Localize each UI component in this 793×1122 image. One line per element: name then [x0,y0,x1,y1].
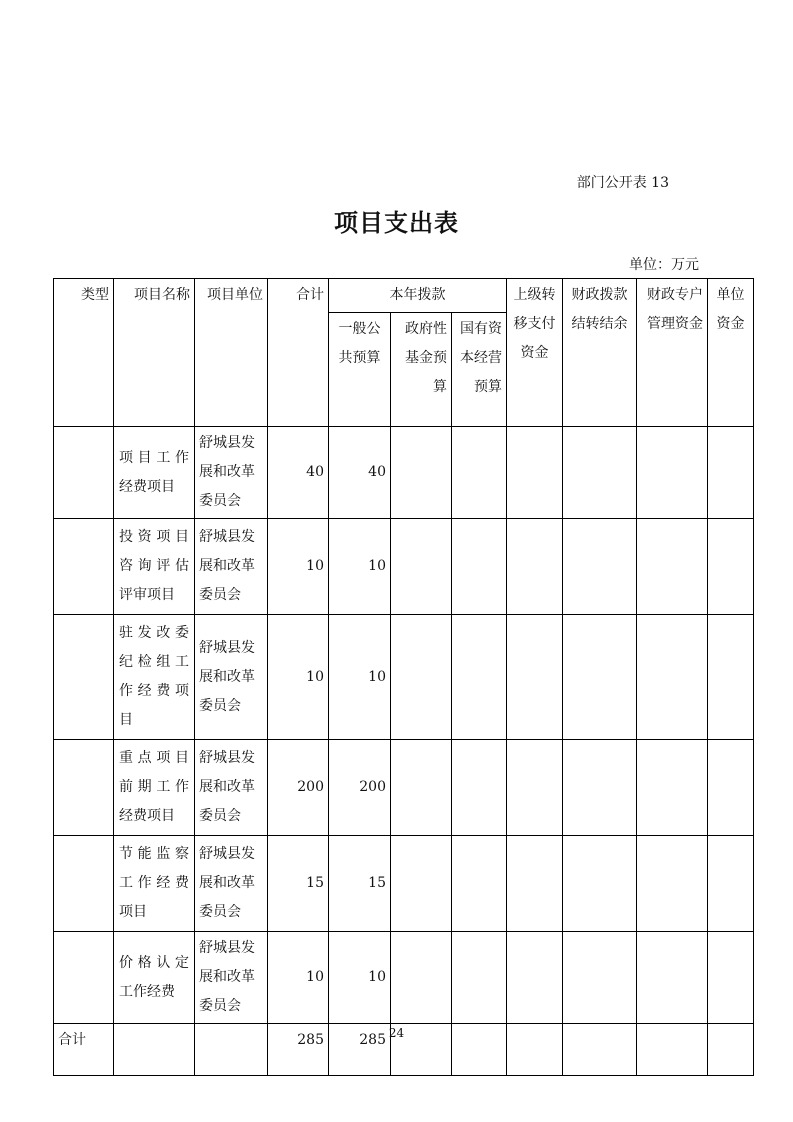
unit-funds-cell [708,836,754,932]
header-project-name: 项目名称 [114,279,195,427]
cell-line: 委员会 [199,998,241,1014]
cell-line: 委员会 [199,493,241,509]
cell-line: 经费项目 [119,478,175,495]
header-gov-fund-budget [391,313,452,427]
header-project-unit: 项目单位 [195,279,268,427]
cell-line: 项目工作 [119,449,189,466]
cell-line: 委员会 [199,808,241,824]
cell-line: 舒城县发 [199,435,255,451]
gov-fund-cell [391,427,452,519]
cell-line: 工作经费 [119,875,189,891]
project-name-cell [114,519,195,615]
transfer-cell [507,932,563,1024]
cell-line: 委员会 [199,697,241,714]
special-account-cell [637,427,708,519]
cell-line: 委员会 [199,904,241,920]
header-type: 类型 [54,279,114,427]
special-account-cell [637,836,708,932]
cell-line: 国有 [460,321,489,337]
general-budget-cell: 40 [329,427,391,519]
header-transfer-funds [507,279,563,427]
footer-total-cell: 285 [268,1024,329,1076]
cell-line: 舒城县发 [199,529,255,545]
cell-line: 咨询评估 [119,558,189,574]
gov-fund-cell [391,932,452,1024]
cell-line: 项目 [119,904,147,920]
project-name-cell [114,427,195,519]
cell-line: 支付 [527,316,556,332]
cell-line: 节能监察 [119,846,189,862]
carryover-cell [563,615,637,740]
cell-line: 财政拨款 [571,287,628,303]
header-total: 合计 [268,279,329,427]
header-special-account [637,279,708,427]
cell-line: 工作经费 [119,983,175,1000]
cell-line: 评审项目 [119,587,175,603]
special-account-cell [637,932,708,1024]
unit-funds-cell [708,615,754,740]
gov-fund-cell [391,740,452,836]
cell-line: 政府性 [405,321,447,337]
cell-line: 舒城县发 [199,846,255,862]
transfer-cell [507,427,563,519]
type-cell [54,932,114,1024]
type-cell [54,519,114,615]
cell-line: 算 [433,379,447,395]
project-expenditure-table [53,278,754,1076]
page-number: 24 [388,1026,405,1040]
gov-fund-cell [391,519,452,615]
cell-line: 舒城县发 [199,750,255,766]
general-budget-cell: 15 [329,836,391,932]
cell-line: 单位 [716,287,745,303]
cell-line: 财政专 [647,287,690,303]
carryover-cell [563,427,637,519]
special-account-cell [637,615,708,740]
cell-line: 资金 [716,316,745,332]
footer-general-cell: 285 [329,1024,391,1076]
transfer-cell [507,836,563,932]
page-title: 项目支出表 [334,208,459,237]
form-number: 部门公开表 13 [576,175,669,191]
general-budget-cell: 10 [329,519,391,615]
state-capital-cell [452,615,507,740]
state-capital-cell [452,427,507,519]
state-capital-cell [452,519,507,615]
cell-line: 预算 [474,379,503,395]
cell-line: 舒城县发 [199,639,255,656]
carryover-cell [563,932,637,1024]
unit-label: 单位：万元 [629,257,699,273]
transfer-cell [507,740,563,836]
carryover-cell [563,740,637,836]
project-unit-cell [195,427,268,519]
gov-fund-cell [391,836,452,932]
cell-line: 户管理 [647,287,704,332]
cell-line: 经费项目 [119,808,175,824]
cell-line: 一般公 [338,321,381,337]
total-cell: 10 [268,615,329,740]
cell-line: 舒城县发 [199,940,255,956]
gov-fund-cell [391,615,452,740]
cell-line: 资金 [675,316,704,332]
project-name-cell [114,932,195,1024]
type-cell [54,836,114,932]
project-unit-cell [195,519,268,615]
cell-line: 纪检组工 [119,654,189,670]
type-cell [54,615,114,740]
header-current-year: 本年拨款 [329,279,507,313]
special-account-cell [637,740,708,836]
unit-funds-cell [708,519,754,615]
unit-funds-cell [708,932,754,1024]
cell-line: 委员会 [199,587,241,603]
cell-line: 展和改革 [199,668,255,685]
total-cell: 40 [268,427,329,519]
header-general-budget [329,313,391,427]
project-name-cell [114,615,195,740]
special-account-cell [637,519,708,615]
transfer-cell [507,615,563,740]
state-capital-cell [452,932,507,1024]
project-unit-cell [195,932,268,1024]
cell-line: 价格认定 [119,954,189,971]
state-capital-cell [452,836,507,932]
header-state-capital [452,313,507,427]
cell-line: 转移 [513,287,556,332]
table-row [54,836,754,932]
cell-line: 投资项目 [119,529,189,545]
table-row [54,615,754,740]
cell-line: 上级 [513,287,542,303]
table-row [54,932,754,1024]
cell-line: 展和改革 [199,464,255,480]
cell-line: 共预算 [338,350,381,366]
cell-line: 资金 [520,345,549,361]
type-cell [54,427,114,519]
general-budget-cell: 200 [329,740,391,836]
cell-line: 展和改革 [199,779,255,795]
cell-line: 展和改革 [199,875,255,891]
cell-line: 资本 [460,321,503,366]
carryover-cell [563,519,637,615]
total-cell: 15 [268,836,329,932]
total-cell: 10 [268,519,329,615]
table-row [54,519,754,615]
unit-funds-cell [708,427,754,519]
total-cell: 10 [268,932,329,1024]
cell-line: 重点项目 [119,750,189,766]
total-cell: 200 [268,740,329,836]
cell-line: 驻发改委 [119,625,189,641]
project-name-cell [114,836,195,932]
project-unit-cell [195,615,268,740]
state-capital-cell [452,740,507,836]
header-carryover [563,279,637,427]
transfer-cell [507,519,563,615]
project-unit-cell [195,740,268,836]
cell-line: 结转结余 [571,316,628,332]
carryover-cell [563,836,637,932]
general-budget-cell: 10 [329,932,391,1024]
cell-line: 前期工作 [119,779,189,795]
cell-line: 目 [119,712,133,728]
project-unit-cell [195,836,268,932]
project-name-cell [114,740,195,836]
footer-label-cell: 合计 [54,1024,114,1076]
table-row [54,427,754,519]
cell-line: 经营 [474,350,503,366]
header-unit-funds [708,279,754,427]
cell-line: 作经费项 [119,683,189,699]
type-cell [54,740,114,836]
cell-line: 基金预 [405,350,447,366]
table-row [54,740,754,836]
cell-line: 展和改革 [199,558,255,574]
unit-funds-cell [708,740,754,836]
cell-line: 展和改革 [199,969,255,985]
general-budget-cell: 10 [329,615,391,740]
